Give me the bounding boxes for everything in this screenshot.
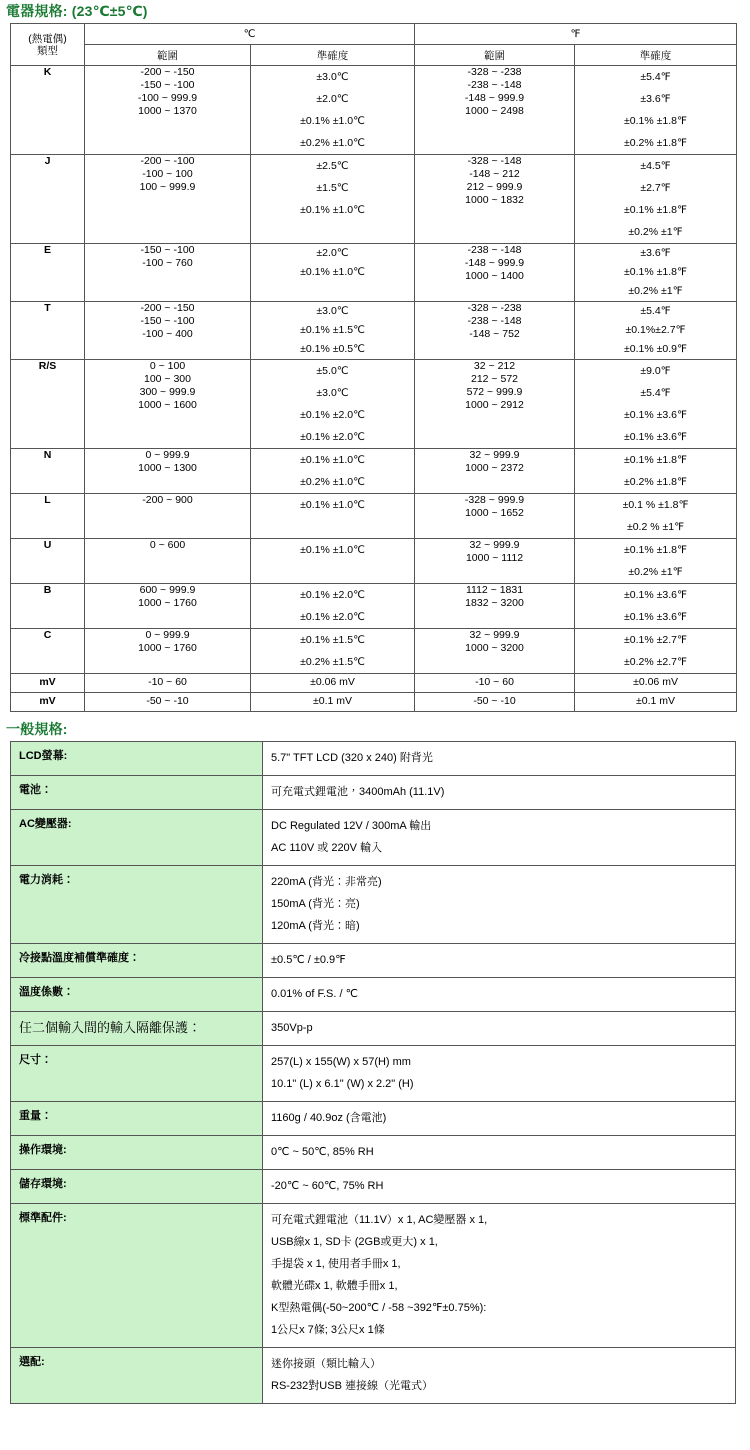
accuracy-fahrenheit-cell bbox=[575, 539, 737, 584]
general-spec-label: 電池： bbox=[11, 776, 263, 810]
accuracy-celsius-cell bbox=[251, 302, 415, 360]
table-row bbox=[11, 494, 737, 539]
general-spec-value-line: USB線x 1, SD卡 (2GB或更大) x 1, bbox=[271, 1236, 438, 1248]
header-thermocouple-type bbox=[11, 24, 85, 66]
range-celsius-cell bbox=[85, 494, 251, 539]
general-spec-value-line: RS-232對USB 連接線（光電式） bbox=[271, 1380, 433, 1392]
general-spec-value-line: 120mA (背光：暗) bbox=[271, 920, 360, 932]
general-spec-label: 操作環境: bbox=[11, 1136, 263, 1170]
range-fahrenheit-cell bbox=[415, 674, 575, 693]
table-row bbox=[11, 584, 737, 629]
accuracy-celsius-cell-line: ±0.1% ±1.0℃ bbox=[300, 544, 365, 556]
range-fahrenheit-cell-line: -148 ~ 212 bbox=[469, 168, 520, 180]
accuracy-fahrenheit-cell bbox=[575, 629, 737, 674]
accuracy-fahrenheit-cell-line: ±0.1% ±0.9℉ bbox=[624, 343, 687, 355]
general-spec-body bbox=[11, 742, 736, 1404]
general-spec-value-line: 1160g / 40.9oz (含電池) bbox=[271, 1112, 387, 1124]
range-fahrenheit-cell-line: 1832 ~ 3200 bbox=[465, 597, 524, 609]
thermocouple-type-cell: U bbox=[11, 539, 85, 584]
table-row bbox=[11, 978, 736, 1012]
thermocouple-type-cell: B bbox=[11, 584, 85, 629]
range-celsius-cell bbox=[85, 584, 251, 629]
range-celsius-cell bbox=[85, 629, 251, 674]
accuracy-fahrenheit-cell-line: ±0.1% ±1.8℉ bbox=[624, 454, 687, 466]
range-fahrenheit-cell-line: -148 ~ 999.9 bbox=[464, 92, 525, 104]
electrical-spec-table bbox=[10, 23, 737, 712]
table-row bbox=[11, 302, 737, 360]
range-fahrenheit-cell bbox=[415, 494, 575, 539]
range-fahrenheit-cell-line: 1000 ~ 1832 bbox=[465, 194, 524, 206]
accuracy-celsius-cell-line: ±0.1% ±1.0℃ bbox=[300, 204, 365, 216]
range-celsius-cell-line: 600 ~ 999.9 bbox=[139, 584, 196, 596]
range-fahrenheit-cell-line: 1000 ~ 2372 bbox=[465, 462, 524, 474]
range-fahrenheit-cell bbox=[415, 449, 575, 494]
table-row bbox=[11, 776, 736, 810]
range-fahrenheit-cell-line: 1000 ~ 3200 bbox=[465, 642, 524, 654]
general-spec-value-line: 257(L) x 155(W) x 57(H) mm bbox=[271, 1056, 411, 1068]
accuracy-fahrenheit-cell-line: ±0.06 mV bbox=[633, 676, 678, 688]
accuracy-fahrenheit-cell-line: ±9.0℉ bbox=[640, 365, 671, 377]
general-spec-value-line: 軟體光碟x 1, 軟體手冊x 1, bbox=[271, 1280, 398, 1292]
range-fahrenheit-cell-line: 1000 ~ 1112 bbox=[465, 552, 524, 564]
thermocouple-type-cell: mV bbox=[11, 693, 85, 712]
range-celsius-cell-line: -100 ~ 760 bbox=[142, 257, 193, 269]
general-spec-label: LCD螢幕: bbox=[11, 742, 263, 776]
range-fahrenheit-cell-line: 32 ~ 212 bbox=[473, 360, 516, 372]
accuracy-celsius-cell-line: ±0.1% ±1.0℃ bbox=[300, 454, 365, 466]
accuracy-fahrenheit-cell-line: ±0.1% ±3.6℉ bbox=[624, 409, 687, 421]
range-celsius-cell-line: -100 ~ 100 bbox=[142, 168, 193, 180]
range-celsius-cell-line: 1000 ~ 1300 bbox=[138, 462, 197, 474]
accuracy-fahrenheit-cell-line: ±0.1%±2.7℉ bbox=[625, 324, 686, 336]
accuracy-celsius-cell-line: ±0.1% ±1.5℃ bbox=[300, 634, 365, 646]
accuracy-fahrenheit-cell-line: ±0.2% ±1℉ bbox=[628, 285, 683, 297]
accuracy-celsius-cell bbox=[251, 693, 415, 712]
table-row bbox=[11, 674, 737, 693]
range-celsius-cell bbox=[85, 360, 251, 449]
range-celsius-cell bbox=[85, 539, 251, 584]
general-spec-value bbox=[263, 1046, 736, 1102]
range-celsius-cell-line: -200 ~ 900 bbox=[142, 494, 193, 506]
accuracy-celsius-cell bbox=[251, 449, 415, 494]
thermocouple-type-cell: E bbox=[11, 244, 85, 302]
accuracy-celsius-cell bbox=[251, 629, 415, 674]
range-celsius-cell-line: -10 ~ 60 bbox=[148, 676, 187, 688]
accuracy-fahrenheit-cell-line: ±0.1% ±3.6℉ bbox=[624, 431, 687, 443]
table-row bbox=[11, 1170, 736, 1204]
accuracy-celsius-cell bbox=[251, 155, 415, 244]
accuracy-celsius-cell-line: ±0.06 mV bbox=[310, 676, 355, 688]
general-spec-value bbox=[263, 944, 736, 978]
range-fahrenheit-cell-line: -10 ~ 60 bbox=[475, 676, 514, 688]
accuracy-celsius-cell-line: ±0.2% ±1.0℃ bbox=[300, 476, 365, 488]
general-spec-value bbox=[263, 1136, 736, 1170]
accuracy-celsius-cell-line: ±0.1% ±1.0℃ bbox=[300, 266, 365, 278]
range-celsius-cell bbox=[85, 302, 251, 360]
accuracy-celsius-cell-line: ±0.1% ±2.0℃ bbox=[300, 409, 365, 421]
range-celsius-cell-line: -200 ~ -150 bbox=[140, 302, 195, 314]
range-celsius-cell-line: 0 ~ 100 bbox=[149, 360, 186, 372]
accuracy-fahrenheit-cell-line: ±0.2% ±1℉ bbox=[628, 226, 683, 238]
accuracy-fahrenheit-cell bbox=[575, 693, 737, 712]
accuracy-celsius-cell bbox=[251, 584, 415, 629]
table-row bbox=[11, 244, 737, 302]
accuracy-celsius-cell-line: ±3.0℃ bbox=[316, 71, 349, 83]
range-celsius-cell-line: -150 ~ -100 bbox=[140, 244, 195, 256]
accuracy-celsius-cell-line: ±0.1% ±2.0℃ bbox=[300, 589, 365, 601]
accuracy-celsius-cell-line: ±0.1 mV bbox=[312, 695, 353, 707]
electrical-spec-title: 電器規格: (23℃±5℃) bbox=[6, 3, 148, 19]
general-spec-value-line: 可充電式鋰電池（11.1V）x 1, AC變壓器 x 1, bbox=[271, 1214, 488, 1226]
accuracy-fahrenheit-cell bbox=[575, 66, 737, 155]
general-spec-label: 儲存環境: bbox=[11, 1170, 263, 1204]
general-spec-table bbox=[10, 741, 736, 1404]
thermocouple-type-cell: L bbox=[11, 494, 85, 539]
range-fahrenheit-cell-line: -238 ~ -148 bbox=[467, 79, 522, 91]
general-spec-value bbox=[263, 1204, 736, 1348]
table-row bbox=[11, 629, 737, 674]
general-spec-value-line: 5.7" TFT LCD (320 x 240) 附背光 bbox=[271, 752, 433, 764]
general-spec-value bbox=[263, 1102, 736, 1136]
range-fahrenheit-cell bbox=[415, 66, 575, 155]
table-row bbox=[11, 1348, 736, 1404]
general-spec-value bbox=[263, 866, 736, 944]
range-fahrenheit-cell-line: 1000 ~ 1400 bbox=[465, 270, 524, 282]
accuracy-celsius-cell bbox=[251, 494, 415, 539]
range-fahrenheit-cell bbox=[415, 244, 575, 302]
general-spec-value-line: AC 110V 或 220V 輸入 bbox=[271, 842, 383, 854]
header-accuracy-celsius: 準確度 bbox=[251, 45, 415, 66]
range-fahrenheit-cell-line: 1000 ~ 1652 bbox=[465, 507, 524, 519]
table-row bbox=[11, 539, 737, 584]
range-celsius-cell-line: 1000 ~ 1600 bbox=[138, 399, 197, 411]
range-fahrenheit-cell-line: 212 ~ 572 bbox=[471, 373, 519, 385]
accuracy-celsius-cell-line: ±0.1% ±0.5℃ bbox=[300, 343, 365, 355]
accuracy-celsius-cell bbox=[251, 66, 415, 155]
range-fahrenheit-cell-line: 1000 ~ 2498 bbox=[465, 105, 524, 117]
accuracy-fahrenheit-cell bbox=[575, 244, 737, 302]
accuracy-fahrenheit-cell-line: ±5.4℉ bbox=[640, 71, 671, 83]
accuracy-celsius-cell-line: ±3.0℃ bbox=[316, 305, 349, 317]
accuracy-fahrenheit-cell bbox=[575, 360, 737, 449]
header-row-subcolumns bbox=[11, 45, 737, 66]
range-celsius-cell-line: -100 ~ 400 bbox=[142, 328, 193, 340]
general-spec-value bbox=[263, 1348, 736, 1404]
header-celsius: ℃ bbox=[85, 24, 415, 45]
general-spec-title: 一般規格: bbox=[6, 721, 68, 737]
range-fahrenheit-cell-line: 32 ~ 999.9 bbox=[469, 629, 520, 641]
general-spec-label: 重量： bbox=[11, 1102, 263, 1136]
accuracy-fahrenheit-cell-line: ±0.1% ±1.8℉ bbox=[624, 115, 687, 127]
range-celsius-cell-line: 300 ~ 999.9 bbox=[139, 386, 196, 398]
general-spec-value-line: 150mA (背光：亮) bbox=[271, 898, 360, 910]
thermocouple-type-cell: N bbox=[11, 449, 85, 494]
range-fahrenheit-cell-line: 1112 ~ 1831 bbox=[465, 584, 524, 596]
range-celsius-cell bbox=[85, 449, 251, 494]
general-spec-value-line: K型熱電偶(-50~200℃ / -58 ~392℉±0.75%): bbox=[271, 1302, 487, 1314]
range-fahrenheit-cell-line: -148 ~ 752 bbox=[469, 328, 520, 340]
table-row bbox=[11, 742, 736, 776]
accuracy-fahrenheit-cell-line: ±5.4℉ bbox=[640, 387, 671, 399]
header-type-line2: 類型 bbox=[37, 44, 58, 57]
range-fahrenheit-cell-line: -328 ~ -238 bbox=[467, 302, 522, 314]
general-spec-value-line: ±0.5℃ / ±0.9℉ bbox=[271, 954, 346, 966]
accuracy-celsius-cell-line: ±3.0℃ bbox=[316, 387, 349, 399]
general-spec-value-line: 0.01% of F.S. / ℃ bbox=[271, 988, 358, 1000]
general-spec-value-line: 迷你接頭（類比輸入） bbox=[271, 1358, 381, 1370]
accuracy-celsius-cell-line: ±0.1% ±1.0℃ bbox=[300, 115, 365, 127]
thermocouple-type-cell: R/S bbox=[11, 360, 85, 449]
accuracy-fahrenheit-cell-line: ±0.1% ±1.8℉ bbox=[624, 544, 687, 556]
table-row bbox=[11, 360, 737, 449]
table-row bbox=[11, 449, 737, 494]
accuracy-celsius-cell-line: ±0.1% ±2.0℃ bbox=[300, 611, 365, 623]
table-row bbox=[11, 1204, 736, 1348]
general-spec-value-line: 手提袋 x 1, 使用者手冊x 1, bbox=[271, 1258, 401, 1270]
accuracy-celsius-cell-line: ±0.2% ±1.0℃ bbox=[300, 137, 365, 149]
accuracy-fahrenheit-cell-line: ±0.2 % ±1℉ bbox=[626, 521, 685, 533]
header-row-units bbox=[11, 24, 737, 45]
table-row bbox=[11, 944, 736, 978]
range-fahrenheit-cell bbox=[415, 302, 575, 360]
accuracy-celsius-cell-line: ±2.0℃ bbox=[316, 93, 349, 105]
accuracy-fahrenheit-cell-line: ±0.1% ±1.8℉ bbox=[624, 266, 687, 278]
accuracy-fahrenheit-cell bbox=[575, 302, 737, 360]
accuracy-fahrenheit-cell-line: ±0.1% ±2.7℉ bbox=[624, 634, 687, 646]
general-spec-label: 溫度係數： bbox=[11, 978, 263, 1012]
accuracy-celsius-cell-line: ±2.5℃ bbox=[316, 160, 349, 172]
accuracy-celsius-cell-line: ±0.2% ±1.5℃ bbox=[300, 656, 365, 668]
general-spec-label: 冷接點溫度補償準確度： bbox=[11, 944, 263, 978]
table-row bbox=[11, 1046, 736, 1102]
general-spec-value-line: 0℃ ~ 50℃, 85% RH bbox=[271, 1146, 374, 1158]
accuracy-celsius-cell bbox=[251, 539, 415, 584]
table-row bbox=[11, 155, 737, 244]
table-row bbox=[11, 66, 737, 155]
table-row bbox=[11, 1102, 736, 1136]
range-fahrenheit-cell bbox=[415, 360, 575, 449]
table-row bbox=[11, 810, 736, 866]
general-spec-label: 任二個輸入間的輸入隔離保護： bbox=[11, 1012, 263, 1046]
accuracy-celsius-cell-line: ±0.1% ±1.0℃ bbox=[300, 499, 365, 511]
range-celsius-cell-line: 1000 ~ 1760 bbox=[138, 642, 197, 654]
range-fahrenheit-cell-line: -238 ~ -148 bbox=[467, 244, 522, 256]
accuracy-fahrenheit-cell-line: ±0.1% ±3.6℉ bbox=[624, 611, 687, 623]
accuracy-fahrenheit-cell-line: ±0.1 mV bbox=[636, 695, 676, 707]
range-celsius-cell bbox=[85, 244, 251, 302]
general-spec-value bbox=[263, 776, 736, 810]
header-type-line1: (熱電偶) bbox=[28, 32, 67, 45]
range-celsius-cell bbox=[85, 155, 251, 244]
header-range-fahrenheit: 範圍 bbox=[415, 45, 575, 66]
table-row bbox=[11, 866, 736, 944]
general-spec-value bbox=[263, 810, 736, 866]
range-fahrenheit-cell bbox=[415, 155, 575, 244]
accuracy-fahrenheit-cell bbox=[575, 674, 737, 693]
range-fahrenheit-cell-line: -328 ~ -238 bbox=[467, 66, 522, 78]
general-spec-value-line: 350Vp-p bbox=[271, 1022, 313, 1034]
general-spec-value bbox=[263, 1012, 736, 1046]
range-fahrenheit-cell-line: -328 ~ 999.9 bbox=[464, 494, 525, 506]
general-spec-label: 尺寸： bbox=[11, 1046, 263, 1102]
thermocouple-type-cell: C bbox=[11, 629, 85, 674]
general-spec-value bbox=[263, 978, 736, 1012]
range-fahrenheit-cell-line: 1000 ~ 2912 bbox=[465, 399, 524, 411]
range-fahrenheit-cell bbox=[415, 693, 575, 712]
accuracy-fahrenheit-cell bbox=[575, 584, 737, 629]
range-celsius-cell-line: -50 ~ -10 bbox=[146, 695, 189, 707]
header-fahrenheit: ℉ bbox=[415, 24, 737, 45]
accuracy-fahrenheit-cell-line: ±4.5℉ bbox=[640, 160, 671, 172]
range-celsius-cell bbox=[85, 66, 251, 155]
thermocouple-type-cell: K bbox=[11, 66, 85, 155]
range-fahrenheit-cell-line: -238 ~ -148 bbox=[467, 315, 522, 327]
accuracy-fahrenheit-cell-line: ±0.2% ±1.8℉ bbox=[624, 137, 687, 149]
range-fahrenheit-cell-line: -328 ~ -148 bbox=[467, 155, 522, 167]
accuracy-celsius-cell-line: ±5.0℃ bbox=[316, 365, 349, 377]
range-celsius-cell-line: 0 ~ 999.9 bbox=[145, 629, 190, 641]
header-accuracy-fahrenheit: 準確度 bbox=[575, 45, 737, 66]
general-spec-value bbox=[263, 742, 736, 776]
accuracy-fahrenheit-cell-line: ±0.1% ±3.6℉ bbox=[624, 589, 687, 601]
table-row bbox=[11, 1136, 736, 1170]
range-celsius-cell-line: 1000 ~ 1370 bbox=[138, 105, 197, 117]
range-fahrenheit-cell bbox=[415, 584, 575, 629]
accuracy-celsius-cell-line: ±2.0℃ bbox=[316, 247, 349, 259]
range-fahrenheit-cell-line: -148 ~ 999.9 bbox=[464, 257, 525, 269]
range-fahrenheit-cell-line: 572 ~ 999.9 bbox=[466, 386, 523, 398]
accuracy-fahrenheit-cell-line: ±0.2% ±2.7℉ bbox=[624, 656, 687, 668]
range-celsius-cell-line: 100 ~ 999.9 bbox=[139, 181, 196, 193]
general-spec-label: 標準配件: bbox=[11, 1204, 263, 1348]
general-spec-value-line: 可充電式鋰電池，3400mAh (11.1V) bbox=[271, 786, 445, 798]
accuracy-fahrenheit-cell-line: ±0.2% ±1.8℉ bbox=[624, 476, 687, 488]
accuracy-fahrenheit-cell bbox=[575, 449, 737, 494]
range-celsius-cell-line: -150 ~ -100 bbox=[140, 79, 195, 91]
accuracy-celsius-cell bbox=[251, 360, 415, 449]
table-row bbox=[11, 1012, 736, 1046]
range-celsius-cell-line: 100 ~ 300 bbox=[143, 373, 191, 385]
general-spec-label: 電力消耗： bbox=[11, 866, 263, 944]
range-fahrenheit-cell-line: 32 ~ 999.9 bbox=[469, 539, 520, 551]
range-celsius-cell-line: 0 ~ 600 bbox=[149, 539, 186, 551]
general-spec-value-line: 1公尺x 7條; 3公尺x 1條 bbox=[271, 1324, 385, 1336]
range-fahrenheit-cell bbox=[415, 539, 575, 584]
accuracy-celsius-cell bbox=[251, 674, 415, 693]
thermocouple-type-cell: T bbox=[11, 302, 85, 360]
accuracy-celsius-cell-line: ±0.1% ±2.0℃ bbox=[300, 431, 365, 443]
general-spec-value-line: 10.1" (L) x 6.1" (W) x 2.2" (H) bbox=[271, 1078, 414, 1090]
general-spec-value bbox=[263, 1170, 736, 1204]
electrical-spec-header bbox=[11, 24, 737, 66]
range-celsius-cell bbox=[85, 693, 251, 712]
accuracy-fahrenheit-cell-line: ±0.2% ±1℉ bbox=[628, 566, 683, 578]
thermocouple-type-cell: mV bbox=[11, 674, 85, 693]
header-range-celsius: 範圍 bbox=[85, 45, 251, 66]
range-fahrenheit-cell bbox=[415, 629, 575, 674]
accuracy-fahrenheit-cell-line: ±0.1 % ±1.8℉ bbox=[622, 499, 689, 511]
range-fahrenheit-cell-line: 32 ~ 999.9 bbox=[469, 449, 520, 461]
table-row bbox=[11, 693, 737, 712]
general-spec-label: 選配: bbox=[11, 1348, 263, 1404]
range-celsius-cell-line: 0 ~ 999.9 bbox=[145, 449, 190, 461]
thermocouple-type-cell: J bbox=[11, 155, 85, 244]
general-spec-value-line: DC Regulated 12V / 300mA 輸出 bbox=[271, 820, 432, 832]
accuracy-fahrenheit-cell-line: ±5.4℉ bbox=[640, 305, 671, 317]
range-celsius-cell bbox=[85, 674, 251, 693]
range-celsius-cell-line: -150 ~ -100 bbox=[140, 315, 195, 327]
accuracy-fahrenheit-cell bbox=[575, 155, 737, 244]
general-spec-label: AC變壓器: bbox=[11, 810, 263, 866]
accuracy-fahrenheit-cell-line: ±2.7℉ bbox=[640, 182, 671, 194]
range-fahrenheit-cell-line: -50 ~ -10 bbox=[473, 695, 516, 707]
accuracy-fahrenheit-cell-line: ±0.1% ±1.8℉ bbox=[624, 204, 687, 216]
range-celsius-cell-line: -100 ~ 999.9 bbox=[137, 92, 198, 104]
accuracy-fahrenheit-cell-line: ±3.6℉ bbox=[640, 247, 671, 259]
electrical-spec-body bbox=[11, 66, 737, 712]
accuracy-celsius-cell-line: ±1.5℃ bbox=[316, 182, 349, 194]
range-celsius-cell-line: -200 ~ -100 bbox=[140, 155, 195, 167]
accuracy-fahrenheit-cell bbox=[575, 494, 737, 539]
accuracy-celsius-cell bbox=[251, 244, 415, 302]
range-fahrenheit-cell-line: 212 ~ 999.9 bbox=[466, 181, 523, 193]
range-celsius-cell-line: 1000 ~ 1760 bbox=[138, 597, 197, 609]
range-celsius-cell-line: -200 ~ -150 bbox=[140, 66, 195, 78]
general-spec-value-line: -20℃ ~ 60℃, 75% RH bbox=[271, 1180, 384, 1192]
general-spec-value-line: 220mA (背光：非常亮) bbox=[271, 876, 382, 888]
accuracy-celsius-cell-line: ±0.1% ±1.5℃ bbox=[300, 324, 365, 336]
accuracy-fahrenheit-cell-line: ±3.6℉ bbox=[640, 93, 671, 105]
